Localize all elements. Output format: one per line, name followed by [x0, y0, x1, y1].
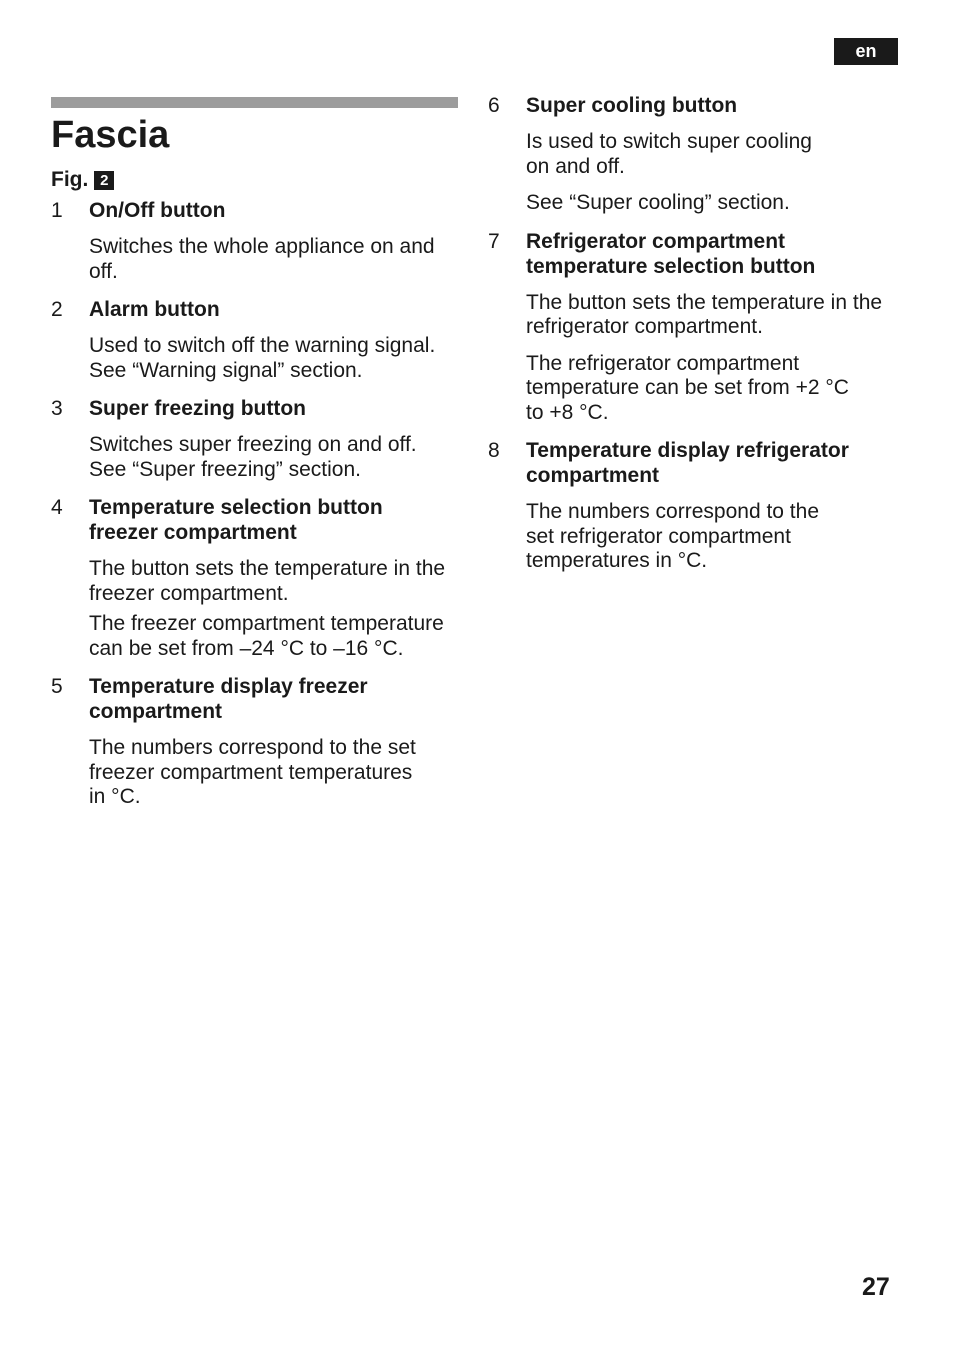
item-description: Used to switch off the warning signal. See “Warning signal” section.	[89, 334, 436, 382]
item-heading: Alarm button	[89, 298, 220, 321]
language-badge: en	[834, 38, 898, 65]
item-number: 5	[51, 675, 63, 698]
item-heading: On/Off button	[89, 199, 226, 222]
item-description: The button sets the temperature in the refrigerator compartment.	[526, 290, 883, 338]
item-description: The numbers correspond to the set refrigerator compartment temperatures in °C.	[526, 500, 819, 572]
list-item	[488, 93, 908, 216]
list-item	[488, 438, 908, 574]
list-item	[488, 229, 908, 426]
item-description: Is used to switch super cooling on and off.	[526, 130, 812, 178]
item-description: The refrigerator compartment temperature can be set from +2 °C to +8 °C.	[526, 351, 849, 424]
item-number: 6	[488, 94, 500, 117]
item-number: 1	[51, 199, 63, 222]
item-number: 8	[488, 439, 500, 462]
item-description: The freezer compartment temperature can be set from –24 °C to –16 °C.	[89, 612, 444, 660]
list-item	[51, 297, 471, 383]
item-heading: Super freezing button	[89, 397, 306, 420]
item-number: 2	[51, 298, 63, 321]
page-number: 27	[862, 1273, 890, 1301]
list-item	[51, 674, 471, 810]
item-number: 3	[51, 397, 63, 420]
list-item	[51, 495, 471, 661]
item-heading: Temperature display refrigerator compartment	[526, 439, 849, 487]
item-description: The button sets the temperature in the freezer compartment.	[89, 557, 446, 605]
item-number: 7	[488, 229, 500, 253]
item-description: Switches super freezing on and off. See “Super freezing” section.	[89, 433, 417, 481]
right-column	[488, 93, 908, 574]
item-heading: Temperature selection button freezer compartment	[89, 496, 383, 544]
list-item	[51, 198, 471, 284]
left-column	[51, 198, 471, 810]
section-rule	[51, 97, 458, 108]
item-heading: Refrigerator compartment temperature selection button	[526, 229, 816, 278]
item-heading: Temperature display freezer compartment	[89, 675, 368, 723]
item-description: Switches the whole appliance on and off.	[89, 235, 435, 283]
figure-reference	[51, 168, 114, 192]
item-description: The numbers correspond to the set freezer compartment temperatures in °C.	[89, 736, 416, 808]
item-number: 4	[51, 496, 63, 519]
figure-number-badge: 2	[94, 171, 114, 190]
section-title: Fascia	[51, 114, 170, 156]
list-item	[51, 396, 471, 482]
figure-label: Fig.	[51, 168, 89, 191]
item-description: See “Super cooling” section.	[526, 191, 790, 214]
item-heading: Super cooling button	[526, 94, 738, 117]
